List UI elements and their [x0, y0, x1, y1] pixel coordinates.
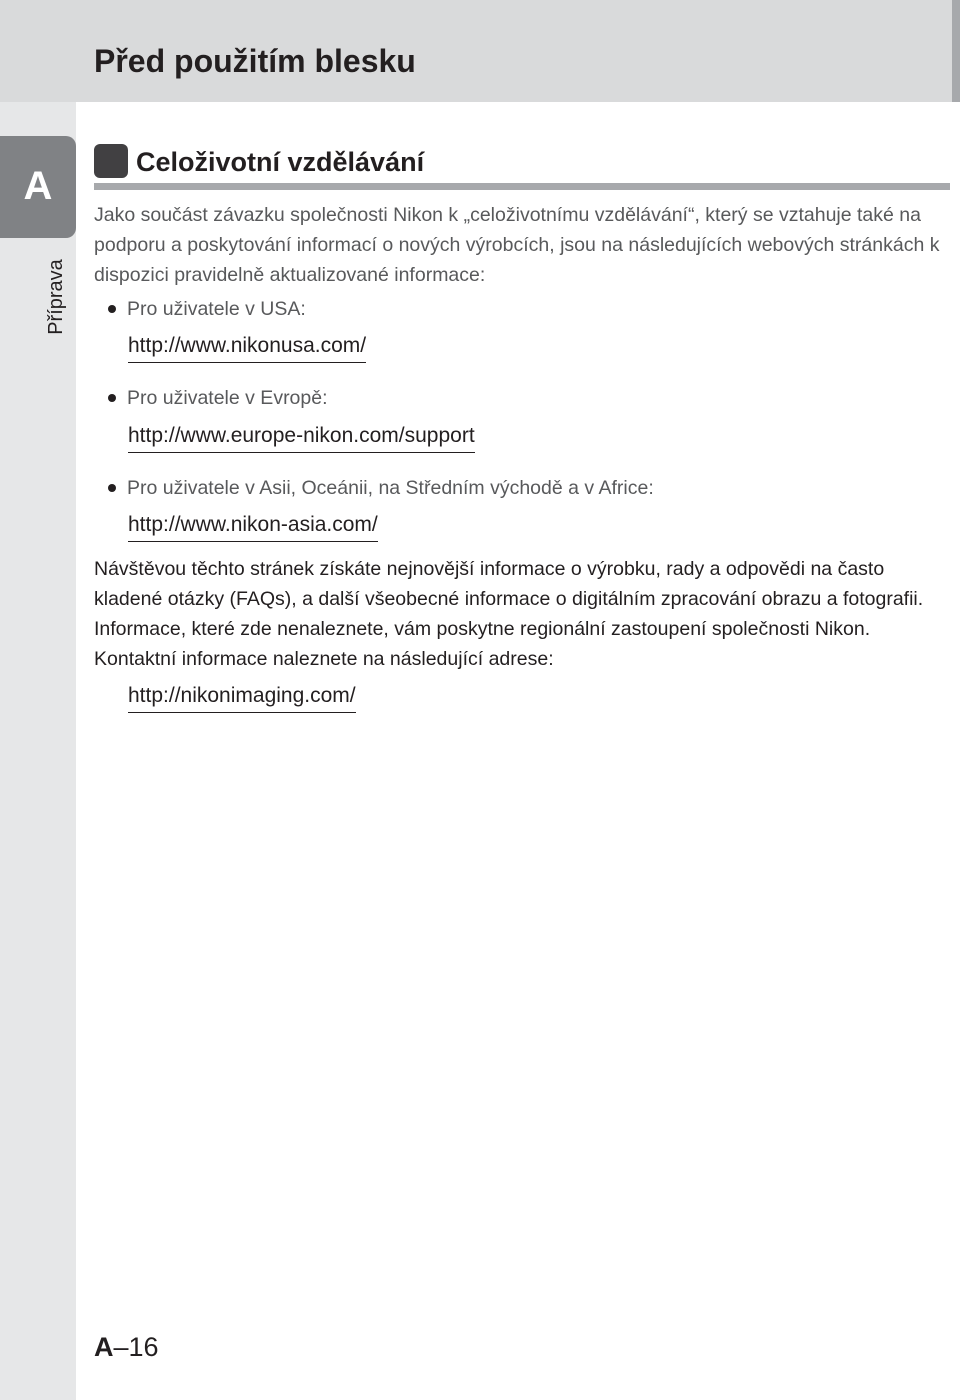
intro-paragraph: Jako součást závazku společnosti Nikon k „celoživotnímu vzdělávání“, který se vztahuje také na podporu a poskytování informací o nových výrobcích, jsou na následujících webových stránkách k dispozici pravidelně aktualizované informace: [94, 204, 940, 286]
page-number [94, 1330, 159, 1364]
body-paragraph: Návštěvou těchto stránek získáte nejnovější informace o výrobku, rady a odpovědi na často kladené otázky (FAQs), a další všeobecné informace o digitálním zpracování obrazu a fotografii. Informace, které zde nenaleznete, vám poskytne regionální zastoupení společnosti Nikon. Kontaktní informace naleznete na následující adrese: [94, 558, 924, 670]
bullet-icon [108, 305, 116, 313]
region-label-europe: Pro uživatele v Evropě: [127, 387, 328, 409]
region-label-asia: Pro uživatele v Asii, Oceánii, na Středním východě a v Africe: [127, 477, 654, 499]
header-edge-accent [952, 0, 960, 102]
page-title: Před použitím blesku [94, 43, 416, 79]
link-nikon-asia[interactable]: http://www.nikon-asia.com/ [128, 511, 378, 542]
region-label-usa: Pro uživatele v USA: [127, 298, 306, 320]
bullet-icon [108, 484, 116, 492]
link-nikonusa[interactable]: http://www.nikonusa.com/ [128, 332, 366, 363]
chapter-letter: A [23, 164, 53, 208]
section-divider [94, 183, 950, 190]
page-number-value: –16 [113, 1332, 159, 1362]
bullet-icon [108, 394, 116, 402]
section-marker-icon [94, 144, 128, 178]
page-number-letter: A [94, 1332, 114, 1362]
link-nikonimaging[interactable]: http://nikonimaging.com/ [128, 682, 356, 713]
section-title: Celoživotní vzdělávání [136, 147, 425, 177]
chapter-label: Příprava [45, 259, 67, 335]
link-europe-nikon[interactable]: http://www.europe-nikon.com/support [128, 422, 475, 453]
